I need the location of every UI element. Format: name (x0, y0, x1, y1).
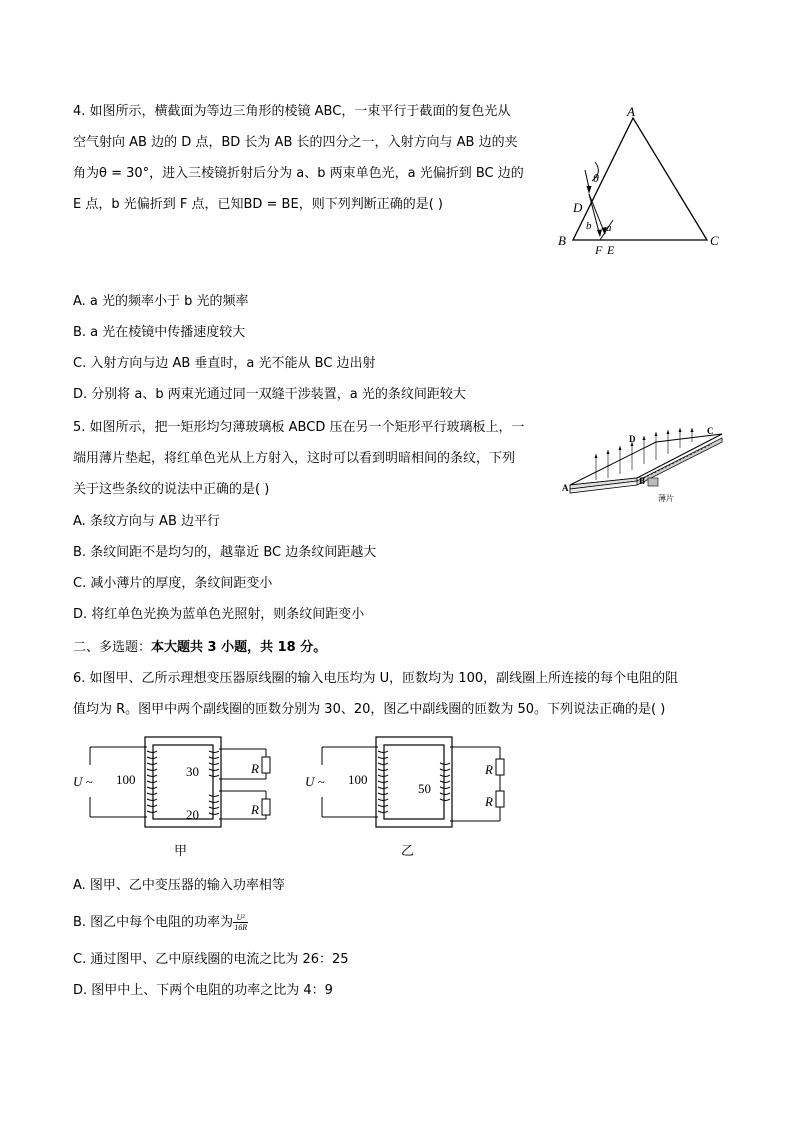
q4-stem-line-4: E 点，b 光偏折到 F 点，已知BD = BE，则下列判断正确的是( ) (73, 197, 443, 212)
jia-resistor-2-label: R (251, 802, 259, 817)
q6-option-b-text: B. 图乙中每个电阻的功率为 (73, 915, 234, 930)
q4-stem-line-1: 4. 如图所示，横截面为等边三角形的棱镜 ABC，一束平行于截面的复色光从 (73, 104, 511, 119)
prism-vertex-b-label: B (558, 233, 566, 248)
section-heading-detail: 本大题共 3 小题，共 18 分。 (151, 640, 327, 655)
fraction-denominator: 16R (234, 923, 248, 932)
glass-plates-figure (562, 422, 732, 510)
q5-option-c: C. 减小薄片的厚度，条纹间距变小 (73, 576, 273, 591)
prism-vertex-c-label: C (710, 233, 719, 248)
q6-stem-line-2: 值均为 R。图甲中两个副线圈的匝数分别为 30、20，图乙中副线圈的匝数为 50。下列说法正确的是( ) (73, 702, 666, 717)
yi-caption: 乙 (401, 844, 415, 859)
section-heading-prefix: 二、多选题： (73, 640, 152, 655)
q4-option-a: A. a 光的频率小于 b 光的频率 (73, 294, 249, 309)
prism-point-f-label: F (595, 243, 603, 257)
q4-option-b: B. a 光在棱镜中传播速度较大 (73, 325, 246, 340)
shim-label: 薄片 (658, 494, 674, 503)
fraction-numerator: U² (233, 913, 248, 923)
jia-secondary-turns-2: 20 (186, 807, 199, 822)
q5-option-d: D. 将红单色光换为蓝单色光照射，则条纹间距变小 (73, 607, 365, 622)
jia-caption: 甲 (174, 844, 188, 859)
q4-stem-line-2: 空气射向 AB 边的 D 点，BD 长为 AB 长的四分之一，入射方向与 AB 边的夹 (73, 135, 518, 150)
yi-resistor-1-label: R (485, 762, 493, 777)
q4-option-d: D. 分别将 a、b 两束光通过同一双缝干涉装置，a 光的条纹间距较大 (73, 387, 466, 402)
prism-point-e-label: E (607, 243, 615, 257)
q5-stem-line-2: 端用薄片垫起，将红单色光从上方射入，这时可以看到明暗相间的条纹，下列 (73, 451, 516, 466)
yi-secondary-turns: 50 (418, 781, 431, 796)
power-fraction (233, 913, 248, 932)
q6-stem-line-1: 6. 如图甲、乙所示理想变压器原线圈的输入电压均为 U，匝数均为 100，副线圈上所连接的每个电阻的阻 (73, 671, 679, 686)
jia-source-label: U ~ (73, 774, 93, 789)
section-heading (73, 638, 326, 658)
ray-a-label: a (606, 222, 612, 234)
q6-option-b (73, 910, 248, 936)
jia-resistor-1-label: R (251, 761, 259, 776)
yi-resistor-2-label: R (485, 794, 493, 809)
ray-b-label: b (586, 220, 592, 232)
theta-label: θ (593, 171, 599, 185)
prism-vertex-a-label: A (627, 104, 635, 119)
yi-primary-turns: 100 (348, 772, 368, 787)
transformer-yi-figure (304, 733, 514, 861)
plate-corner-a-label: A (562, 483, 569, 493)
q5-option-a: A. 条纹方向与 AB 边平行 (73, 514, 221, 529)
q4-stem-line-3: 角为θ = 30°，进入三棱镜折射后分为 a、b 两束单色光，a 光偏折到 BC 边的 (73, 166, 524, 181)
jia-secondary-turns-1: 30 (186, 764, 199, 779)
prism-figure (555, 104, 730, 259)
yi-source-label: U ~ (305, 774, 325, 789)
jia-primary-turns: 100 (116, 772, 136, 787)
plate-corner-c-label: C (707, 426, 714, 436)
q6-option-c: C. 通过图甲、乙中原线圈的电流之比为 26：25 (73, 952, 349, 967)
q6-option-d: D. 图甲中上、下两个电阻的功率之比为 4：9 (73, 983, 333, 998)
q6-option-a: A. 图甲、乙中变压器的输入功率相等 (73, 878, 285, 893)
transformer-jia-figure (70, 733, 285, 861)
q5-option-b: B. 条纹间距不是均匀的，越靠近 BC 边条纹间距越大 (73, 545, 377, 560)
plate-corner-d-label: D (629, 434, 636, 444)
plate-corner-b-label: B (639, 476, 646, 486)
q5-stem-line-1: 5. 如图所示，把一矩形均匀薄玻璃板 ABCD 压在另一个矩形平行玻璃板上，一 (73, 420, 525, 435)
q5-stem-line-3: 关于这些条纹的说法中正确的是( ) (73, 482, 270, 497)
prism-point-d-label: D (573, 200, 583, 215)
q4-option-c: C. 入射方向与边 AB 垂直时，a 光不能从 BC 边出射 (73, 356, 376, 371)
